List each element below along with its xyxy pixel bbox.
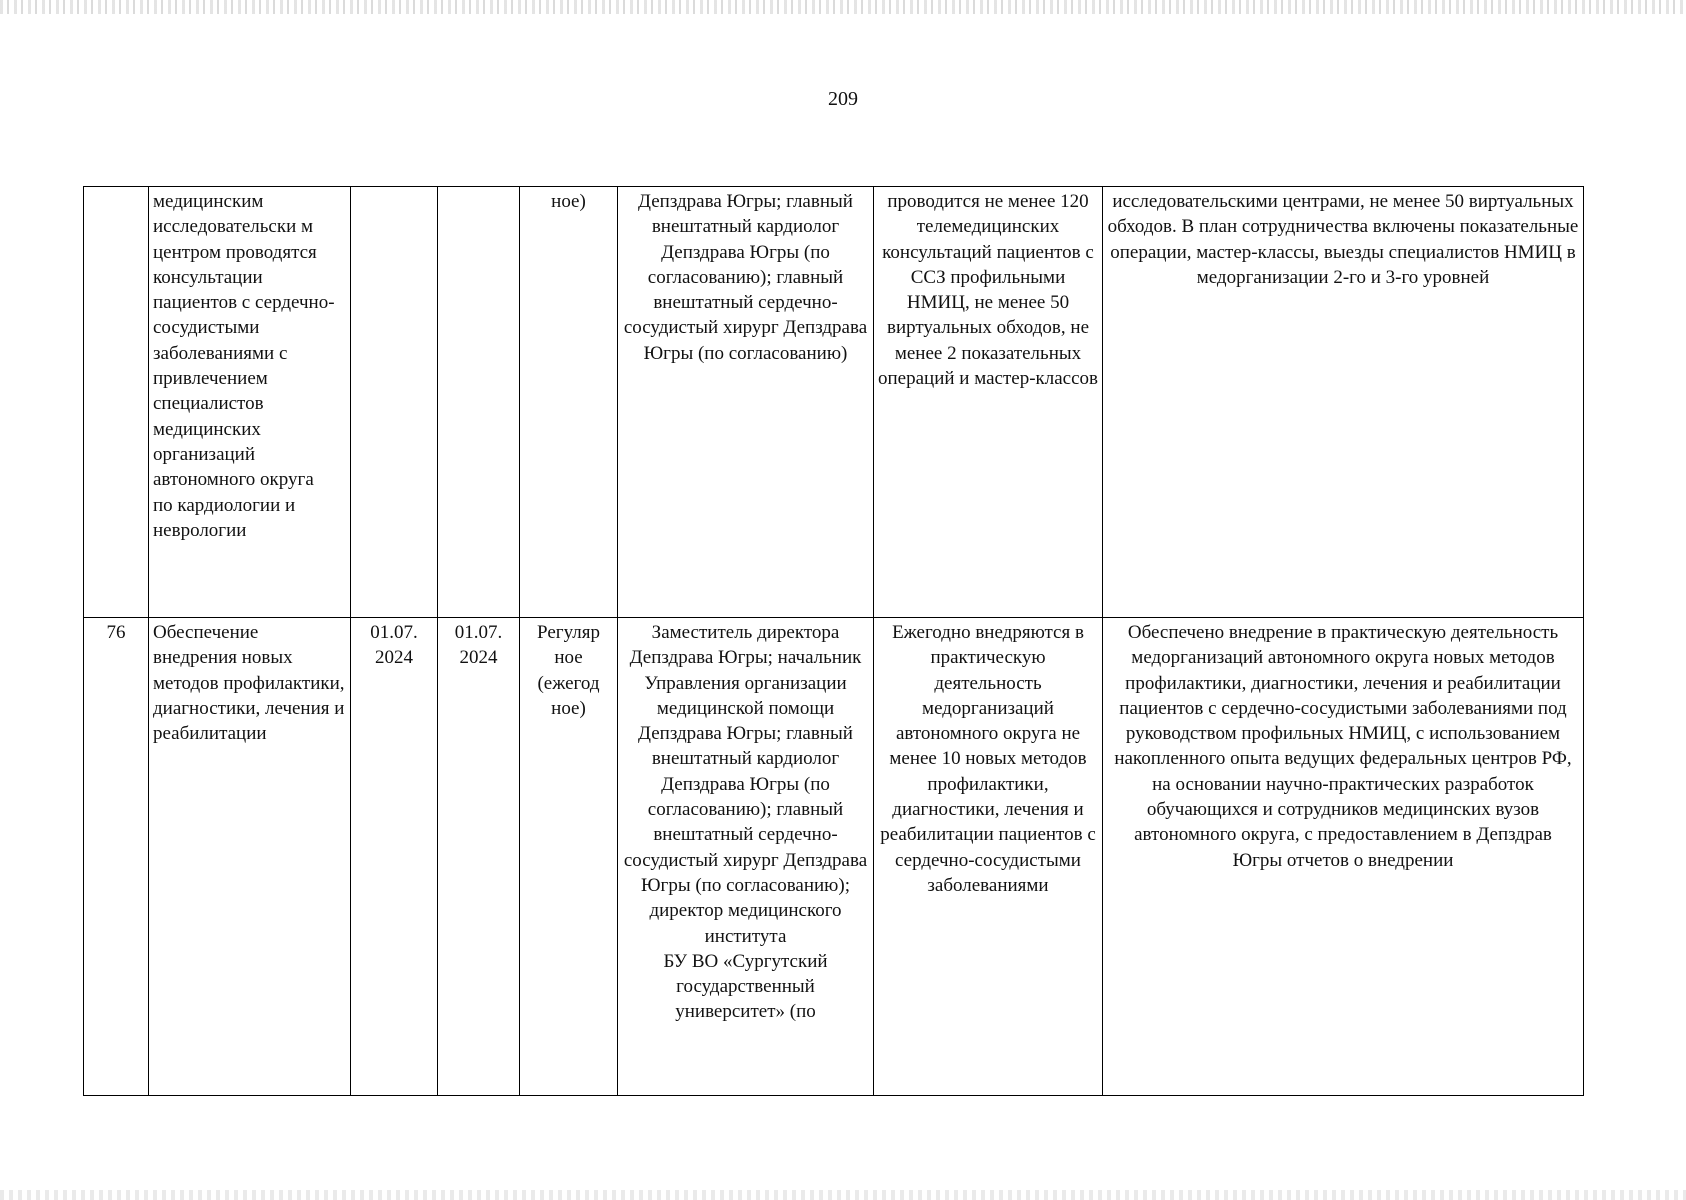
- indicator: Ежегодно внедряются в практическую деятельность медорганизаций автономного округа не менее 10 новых методов профилактики, диагностики, лечения и реабилитации пациентов с сердечно-сосудистыми заболеваниями: [874, 618, 1103, 1096]
- responsible-text: Заместитель директора Депздрава Югры; начальник Управления организации медицинской помощи Депздрава Югры; главный внештатный кардиолог Депздрава Югры (по согласованию); главный внештатный сердечно-сосудистый хирург Депздрава Югры (по согласованию); директор медицинского института БУ ВО «Сургутский государственный университет» (по: [623, 622, 868, 1023]
- table-row: [84, 187, 1584, 618]
- periodicity: ное): [520, 187, 618, 618]
- scan-edge-top: [0, 0, 1686, 14]
- page-number: 209: [828, 88, 858, 110]
- responsible: Депздрава Югры; главный внештатный кардиолог Депздрава Югры (по согласованию); главный внештатный сердечно-сосудистый хирург Депздрава Югры (по согласованию): [618, 187, 874, 618]
- plan-table: [83, 186, 1584, 1096]
- indicator: проводится не менее 120 телемедицинских консультаций пациентов с ССЗ профильными НМИЦ, не менее 50 виртуальных обходов, не менее 2 показательных операций и мастер-классов: [874, 187, 1103, 618]
- row-number: 76: [84, 618, 149, 1096]
- result: Обеспечено внедрение в практическую деятельность медорганизаций автономного округа новых методов профилактики, диагностики, лечения и реабилитации пациентов с сердечно-сосудистыми заболеваниями под руководством профильных НМИЦ, с использованием накопленного опыта ведущих федеральных центров РФ, на основании научно-практических разработок обучающихся и сотрудников медицинских вузов автономного округа, с предоставлением в Депздрав Югры отчетов о внедрении: [1103, 618, 1584, 1096]
- start-date: 01.07. 2024: [351, 618, 438, 1096]
- periodicity: Регуляр ное (ежегод ное): [520, 618, 618, 1096]
- measure-name: Обеспечение внедрения новых методов профилактики, диагностики, лечения и реабилитации: [149, 618, 351, 1096]
- end-date: [438, 187, 520, 618]
- row-number: [84, 187, 149, 618]
- measure-name: медицинским исследовательски м центром проводятся консультации пациентов с сердечно-сосудистыми заболеваниями с привлечением специалистов медицинских организаций автономного округа по кардиологии и неврологии: [149, 187, 351, 618]
- end-date: 01.07. 2024: [438, 618, 520, 1096]
- result: исследовательскими центрами, не менее 50 виртуальных обходов. В план сотрудничества включены показательные операции, мастер-классы, выезды специалистов НМИЦ в медорганизации 2-го и 3-го уровней: [1103, 187, 1584, 618]
- start-date: [351, 187, 438, 618]
- scan-edge-bottom: [0, 1190, 1686, 1200]
- table-row: [84, 618, 1584, 1096]
- responsible: [618, 618, 874, 1096]
